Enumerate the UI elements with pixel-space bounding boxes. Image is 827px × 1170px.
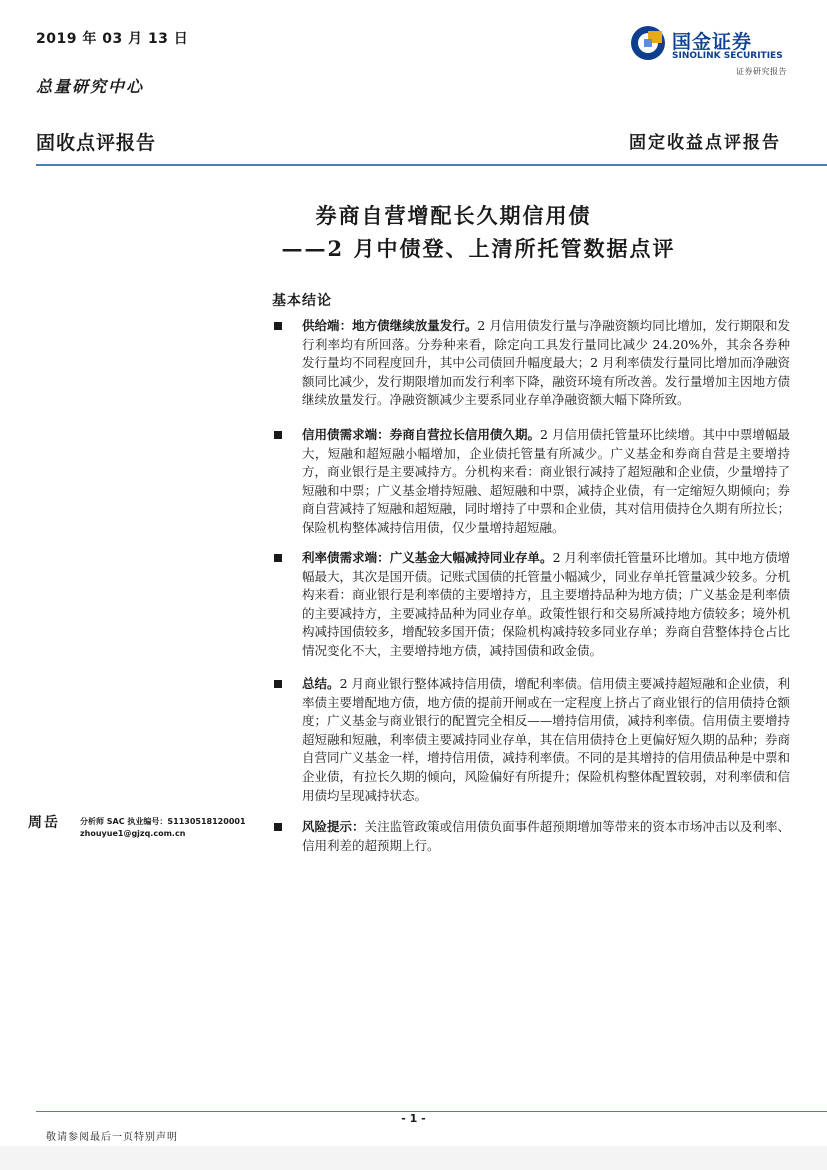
bullet-body [302, 426, 790, 538]
footer-disclaimer: 敬请参阅最后一页特别声明 [46, 1132, 178, 1143]
bullet-body [302, 317, 790, 410]
bullet-text: 2 月信用债托管量环比续增。其中中票增幅最大，短融和超短融小幅增加，企业债托管量有所减少。广义基金和券商自营是主要增持方，商业银行是主要减持方。分机构来看：商业银行减持了超短融和企业债，少量增持了短融和中票；广义基金增持短融、超短融和中票，减持企业债，有一定缩短久期倾向；券商自营减持了短融和超短融，同时增持了中票和企业债，其对信用债持仓久期有所拉长；保险机构整体减持信用债，仅少量增持超短融。 [302, 427, 790, 535]
bullet-lead: 信用债需求端：券商自营拉长信用债久期。 [302, 427, 541, 442]
analyst-name: 周岳 [28, 815, 60, 831]
company-logo [630, 25, 790, 65]
report-date: 2019 年 03 月 13 日 [36, 31, 189, 47]
logo-name-cn: 国金证券 [672, 31, 753, 53]
bullet-body [302, 549, 790, 661]
bullet-body [302, 818, 790, 855]
sinolink-logo-icon [630, 25, 666, 61]
bullet-lead: 供给端：地方债继续放量发行。 [302, 318, 478, 333]
doc-type-right: 固定收益点评报告 [629, 133, 781, 153]
bullet-lead: 总结。 [302, 676, 340, 691]
bullet-text: 2 月利率债托管量环比增加。其中地方债增幅最大，其次是国开债。记账式国债的托管量小幅减少，同业存单托管量减少较多。分机构来看：商业银行是利率债的主要增持方，且主要增持品种为地方债；广义基金是利率债的主要减持方，主要减持品种为同业存单。政策性银行和交易所减持地方债较多；境外机构减持国债较多，增配较多国开债；保险机构减持较多同业存单；券商自营整体持仓占比情况变化不大，主要增持地方债，减持国债和政金债。 [302, 550, 790, 658]
bullet-lead: 风险提示： [302, 819, 365, 834]
bullet-body [302, 675, 790, 805]
bullet-text: 关注监管政策或信用债负面事件超预期增加等带来的资本市场冲击以及利率、信用利差的超预期上行。 [302, 819, 790, 853]
bullet-square-icon [274, 554, 282, 562]
page-number: - 1 - [401, 1112, 426, 1125]
doc-type-left: 固收点评报告 [36, 132, 157, 154]
bullet-lead: 利率债需求端：广义基金大幅减持同业存单。 [302, 550, 553, 565]
bullet-square-icon [274, 322, 282, 330]
department-name: 总量研究中心 [36, 77, 145, 96]
footer-band [0, 1146, 827, 1170]
section-heading: 基本结论 [272, 293, 332, 309]
analyst-email[interactable]: zhouyue1@gjzq.com.cn [80, 829, 186, 838]
logo-name-en: SINOLINK SECURITIES [672, 51, 783, 61]
bullet-text: 2 月信用债发行量与净融资额均同比增加，发行期限和发行利率均有所回落。分券种来看，除定向工具发行量同比减少 24.20%外，其余各券种发行量均不同程度回升，其中公司债回升幅度最大；2 月利率债发行量同比增加而净融资额同比减少，发行期限增加而发行利率下降，融资环境有所改善。发行量增加主因地方债继续放量发行。净融资额减少主要系同业存单净融资额大幅下降所致。 [302, 318, 790, 408]
analyst-info [80, 816, 246, 840]
report-title: 券商自营增配长久期信用债 [315, 203, 592, 228]
logo-subtitle: 证券研究报告 [736, 67, 787, 76]
bullet-square-icon [274, 431, 282, 439]
bullet-text: 2 月商业银行整体减持信用债，增配利率债。信用债主要减持超短融和企业债，利率债主要增配地方债，地方债的提前开闸或在一定程度上挤占了商业银行的信用债持仓额度；广义基金与商业银行的配置完全相反——增持信用债，减持利率债。信用债主要增持超短融和短融，利率债主要减持同业存单，其在信用债持仓上更偏好短久期的品种；券商自营同广义基金一样，增持信用债，减持利率债。不同的是其增持的信用债品种是中票和企业债，有拉长久期的倾向，风险偏好有所提升；保险机构整体配置较弱，对利率债和信用债均呈现减持状态。 [302, 676, 790, 803]
analyst-cert: 分析师 SAC 执业编号：S1130518120001 [80, 817, 246, 826]
bullet-square-icon [274, 823, 282, 831]
header-divider [36, 164, 827, 166]
report-subtitle: ——2 月中债登、上清所托管数据点评 [281, 236, 676, 261]
bullet-square-icon [274, 680, 282, 688]
